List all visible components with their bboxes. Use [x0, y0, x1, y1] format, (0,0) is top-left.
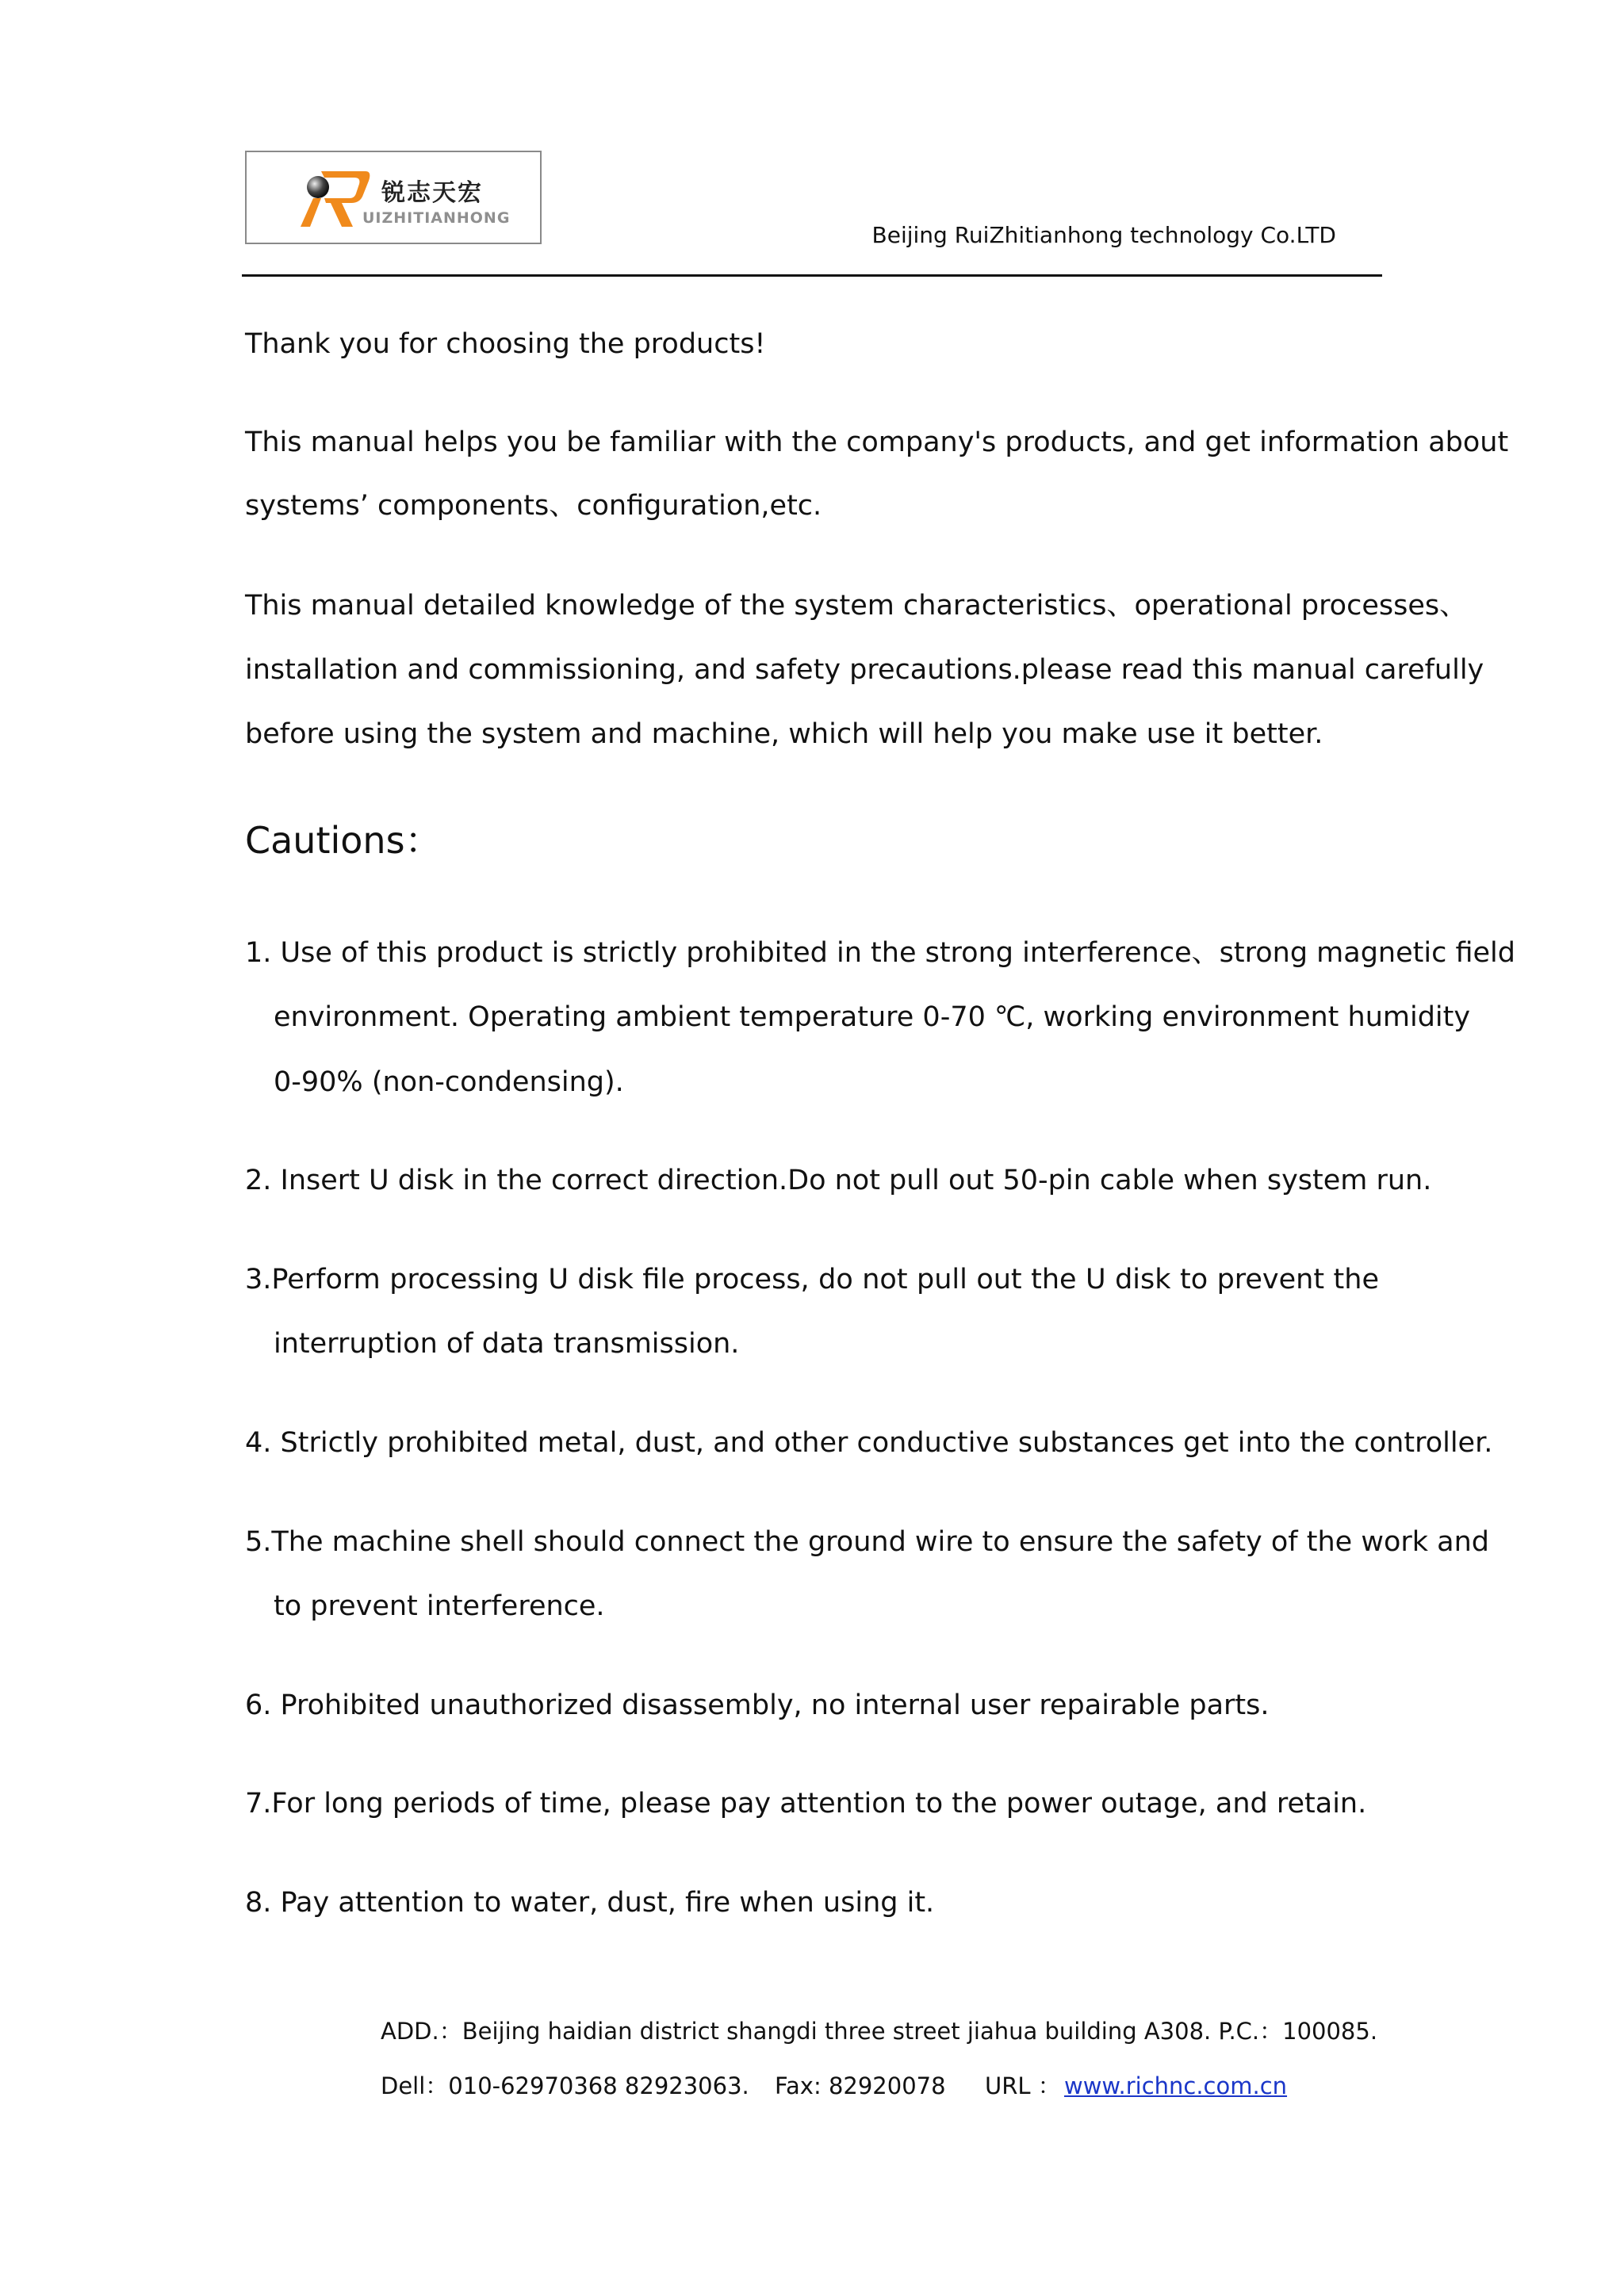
footer-address: ADD.：Beijing haidian district shangdi three street jiahua building A308. P.C.：100085.	[381, 2018, 1378, 2045]
company-logo	[245, 151, 542, 244]
caution-item-1-line-3: 0-90% (non-condensing).	[274, 1066, 624, 1098]
caution-item-5-line-2: to prevent interference.	[274, 1590, 605, 1622]
intro-paragraph-2-line-3: before using the system and machine, which will help you make use it better.	[245, 718, 1323, 750]
logo-chinese-name: 锐志天宏	[381, 179, 483, 207]
caution-item-1-line-2: environment. Operating ambient temperature 0-70 ℃, working environment humidity	[274, 1001, 1471, 1033]
footer-url-label: URL ：	[985, 2072, 1061, 2099]
intro-paragraph-2-line-1: This manual detailed knowledge of the system characteristics、operational processes、	[245, 590, 1468, 622]
caution-item-7: 7.For long periods of time, please pay attention to the power outage, and retain.	[245, 1788, 1367, 1820]
caution-item-1-line-1: 1. Use of this product is strictly prohibited in the strong interference、strong magnetic field	[245, 937, 1515, 969]
page-header	[242, 149, 1382, 277]
caution-item-8: 8. Pay attention to water, dust, fire when using it.	[245, 1887, 935, 1919]
intro-paragraph-1-line-1: This manual helps you be familiar with the company's products, and get information about	[245, 427, 1509, 458]
intro-paragraph-1-line-2: systems’ components、configuration,etc.	[245, 490, 822, 522]
logo-english-name: UIZHITIANHONG	[362, 209, 511, 227]
cautions-heading: Cautions：	[245, 819, 442, 862]
footer-contact	[381, 2072, 1288, 2100]
caution-item-3-line-2: interruption of data transmission.	[274, 1328, 740, 1360]
caution-item-4: 4. Strictly prohibited metal, dust, and other conductive substances get into the controller.	[245, 1427, 1493, 1459]
caution-item-3-line-1: 3.Perform processing U disk file process, do not pull out the U disk to prevent the	[245, 1264, 1379, 1295]
caution-item-2: 2. Insert U disk in the correct direction.Do not pull out 50-pin cable when system run.	[245, 1165, 1432, 1196]
caution-item-5-line-1: 5.The machine shell should connect the ground wire to ensure the safety of the work and	[245, 1526, 1489, 1558]
company-name: Beijing RuiZhitianhong technology Co.LTD	[871, 222, 1336, 248]
logo-r-mark-icon	[294, 163, 373, 232]
caution-item-6: 6. Prohibited unauthorized disassembly, no internal user repairable parts.	[245, 1689, 1270, 1721]
footer-phone: Dell：010-62970368 82923063.	[381, 2072, 749, 2099]
intro-thanks: Thank you for choosing the products!	[245, 328, 766, 360]
footer-website-link[interactable]: www.richnc.com.cn	[1064, 2072, 1288, 2099]
footer-fax: Fax: 82920078	[775, 2072, 946, 2099]
intro-paragraph-2-line-2: installation and commissioning, and safety precautions.please read this manual carefully	[245, 654, 1484, 686]
